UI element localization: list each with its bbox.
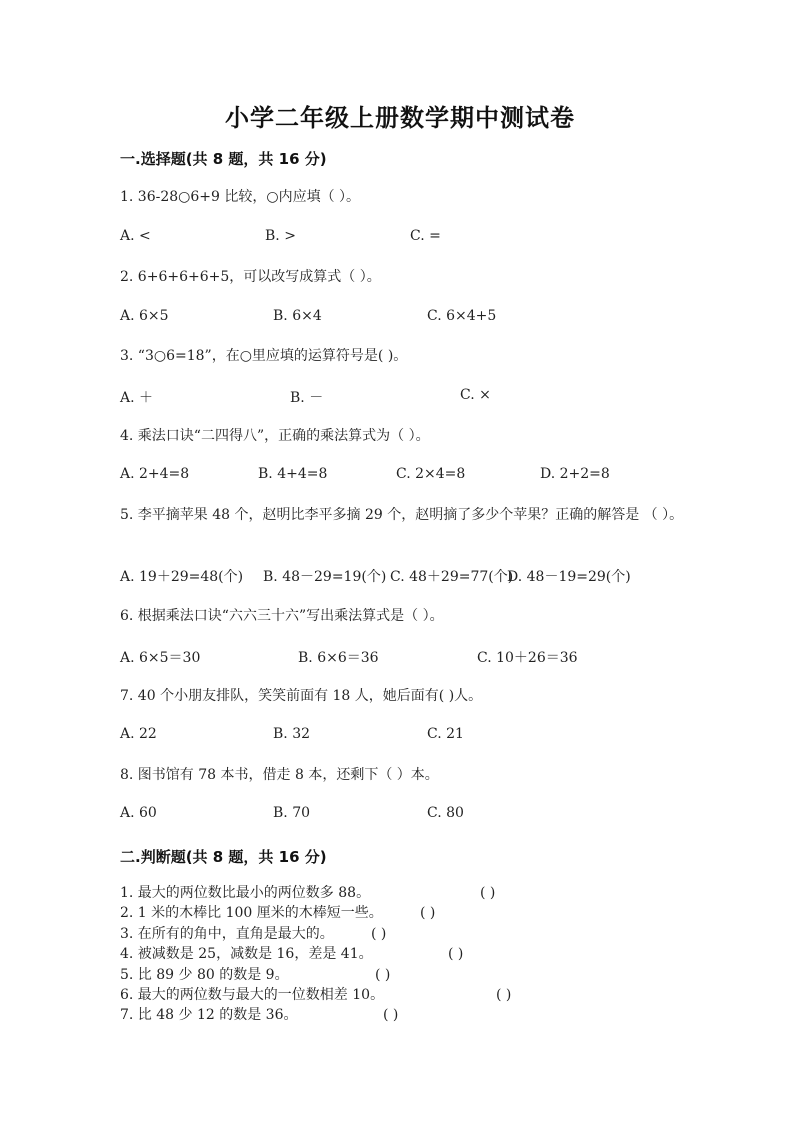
question-4-option-b: B. 4+4=8 xyxy=(258,466,328,482)
question-1-option-a: A. < xyxy=(120,228,151,244)
question-6-option-a: A. 6×5＝30 xyxy=(120,650,201,666)
true-false-item-7-text: 7. 比 48 少 12 的数是 36。 xyxy=(120,1007,298,1024)
true-false-item-3-text: 3. 在所有的角中，直角是最大的。 xyxy=(120,925,334,942)
document-title: 小学二年级上册数学期中测试卷 xyxy=(225,104,575,132)
question-5-option-b: B. 48－29=19(个) xyxy=(263,569,387,585)
true-false-item-1 xyxy=(120,883,496,903)
true-false-item-4-text: 4. 被减数是 25，减数是 16，差是 41。 xyxy=(120,946,373,963)
question-1-stem: 1. 36-28○6+9 比较，○内应填（ ）。 xyxy=(120,189,361,205)
question-5-option-d: D. 48－19=29(个) xyxy=(507,569,631,585)
question-5-option-a: A. 19＋29=48(个) xyxy=(120,569,244,585)
question-8-stem: 8. 图书馆有 78 本书，借走 8 本，还剩下（ ）本。 xyxy=(120,767,439,783)
true-false-item-1-text: 1. 最大的两位数比最小的两位数多 88。 xyxy=(120,885,371,901)
true-false-item-5 xyxy=(120,965,391,985)
question-8-option-c: C. 80 xyxy=(427,805,464,821)
true-false-item-5-text: 5. 比 89 少 80 的数是 9。 xyxy=(120,966,289,983)
true-false-item-4-answer-blank: ( ) xyxy=(448,946,464,963)
question-7-option-c: C. 21 xyxy=(427,726,464,742)
true-false-item-4 xyxy=(120,944,464,964)
true-false-item-7 xyxy=(120,1005,399,1025)
true-false-item-5-answer-blank: ( ) xyxy=(375,966,391,983)
question-2-stem: 2. 6+6+6+6+5，可以改写成算式（ ）。 xyxy=(120,269,381,285)
true-false-item-7-answer-blank: ( ) xyxy=(383,1007,399,1024)
question-8-option-a: A. 60 xyxy=(120,805,157,821)
true-false-item-3-answer-blank: ( ) xyxy=(371,925,387,942)
true-false-item-1-answer-blank: ( ) xyxy=(480,885,496,901)
question-6-stem: 6. 根据乘法口诀“六六三十六”写出乘法算式是（ ）。 xyxy=(120,608,444,624)
section-header-true-false: 二.判断题(共 8 题，共 16 分) xyxy=(120,848,327,866)
question-7-option-a: A. 22 xyxy=(120,726,157,742)
question-3-option-c: C. × xyxy=(460,387,491,403)
true-false-item-3 xyxy=(120,924,387,944)
true-false-item-6 xyxy=(120,985,512,1005)
question-6-option-b: B. 6×6＝36 xyxy=(298,650,379,666)
question-5-stem: 5. 李平摘苹果 48 个，赵明比李平多摘 29 个，赵明摘了多少个苹果？正确的解答是 （ ）。 xyxy=(120,507,684,523)
question-6-option-c: C. 10＋26＝36 xyxy=(477,650,578,666)
section-header-multiple-choice: 一.选择题(共 8 题，共 16 分) xyxy=(120,150,327,168)
question-3-option-a: A. ＋ xyxy=(120,390,154,406)
question-8-option-b: B. 70 xyxy=(273,805,311,821)
question-7-option-b: B. 32 xyxy=(273,726,311,742)
true-false-item-2-text: 2. 1 米的木棒比 100 厘米的木棒短一些。 xyxy=(120,905,383,922)
true-false-item-2-answer-blank: ( ) xyxy=(420,905,436,922)
true-false-item-6-answer-blank: ( ) xyxy=(496,986,512,1003)
question-2-option-b: B. 6×4 xyxy=(273,308,322,324)
true-false-item-6-text: 6. 最大的两位数与最大的一位数相差 10。 xyxy=(120,986,385,1003)
question-5-option-c: C. 48＋29=77(个) xyxy=(390,569,514,585)
question-4-option-d: D. 2+2=8 xyxy=(540,466,610,482)
true-false-list xyxy=(120,883,512,1026)
true-false-item-2 xyxy=(120,903,436,923)
question-3-stem: 3. “3○6=18”，在○里应填的运算符号是( )。 xyxy=(120,348,408,364)
question-4-option-a: A. 2+4=8 xyxy=(120,466,190,482)
question-2-option-c: C. 6×4+5 xyxy=(427,308,497,324)
question-1-option-b: B. > xyxy=(265,228,296,244)
question-4-option-c: C. 2×4=8 xyxy=(396,466,466,482)
question-1-option-c: C. = xyxy=(410,228,441,244)
question-3-option-b: B. － xyxy=(290,390,324,406)
question-4-stem: 4. 乘法口诀“二四得八”，正确的乘法算式为（ ）。 xyxy=(120,428,430,444)
question-7-stem: 7. 40 个小朋友排队，笑笑前面有 18 人，她后面有( )人。 xyxy=(120,688,483,704)
question-2-option-a: A. 6×5 xyxy=(120,308,169,324)
